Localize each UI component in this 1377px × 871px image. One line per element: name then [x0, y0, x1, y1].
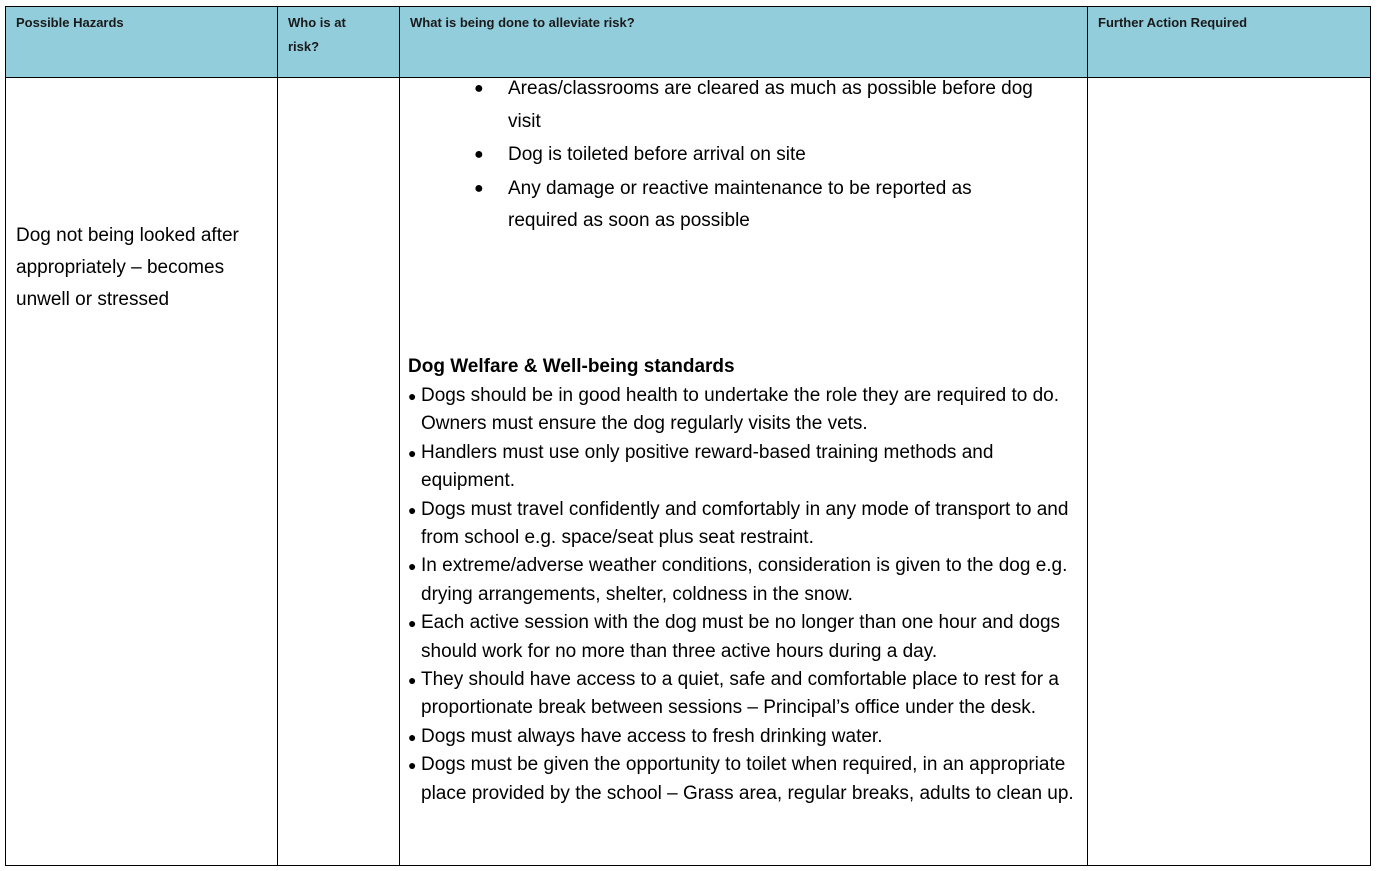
bullet-icon: ● — [408, 728, 417, 745]
welfare-item: ● They should have access to a quiet, safe and comfortable place to rest for a proportionate break between sessions – Principal’s office under the desk. — [408, 666, 1080, 723]
welfare-item: ● Dogs should be in good health to undertake the role they are required to do. Owners must ensure the dog regularly visits the vets. — [408, 382, 1080, 439]
measures-list — [474, 73, 1034, 239]
welfare-standards-list — [408, 382, 1080, 808]
table-header-row — [6, 7, 1370, 78]
welfare-item: ● Dogs must always have access to fresh drinking water. — [408, 723, 1080, 751]
hazard-cell: Dog not being looked after appropriately – becomes unwell or stressed — [16, 225, 239, 310]
welfare-item: ● In extreme/adverse weather conditions, consideration is given to the dog e.g. drying arrangements, shelter, coldness in the snow. — [408, 552, 1080, 609]
welfare-item: ● Dogs must travel confidently and comfortably in any mode of transport to and from school e.g. space/seat plus seat restraint. — [408, 496, 1080, 553]
header-alleviate-risk: What is being done to alleviate risk? — [410, 15, 635, 30]
header-further-action: Further Action Required — [1098, 15, 1248, 30]
bullet-icon: ● — [408, 615, 417, 632]
welfare-item: ● Handlers must use only positive reward-based training methods and equipment. — [408, 439, 1080, 496]
bullet-icon: ● — [408, 757, 417, 774]
measure-item: ● Any damage or reactive maintenance to be reported as required as soon as possible — [474, 173, 1034, 238]
bullet-icon: ● — [408, 558, 417, 575]
bullet-icon: ● — [474, 179, 484, 197]
bullet-icon: ● — [474, 146, 484, 163]
column-divider — [1087, 7, 1088, 865]
welfare-standards-heading: Dog Welfare & Well-being standards — [408, 356, 735, 377]
header-who-at-risk: Who is at risk? — [288, 15, 346, 54]
bullet-icon: ● — [408, 388, 417, 404]
column-divider — [277, 7, 278, 865]
bullet-icon: ● — [408, 672, 417, 689]
bullet-icon: ● — [474, 80, 484, 97]
header-possible-hazards: Possible Hazards — [16, 15, 124, 30]
measure-item: ● Areas/classrooms are cleared as much as possible before dog visit — [474, 73, 1034, 138]
column-divider — [399, 7, 400, 865]
measure-item: ● Dog is toileted before arrival on site — [474, 139, 1034, 172]
welfare-item: ● Each active session with the dog must be no longer than one hour and dogs should work for no more than three active hours during a day. — [408, 609, 1080, 666]
welfare-item: ● Dogs must be given the opportunity to toilet when required, in an appropriate place provided by the school – Grass area, regular breaks, adults to clean up. — [408, 751, 1080, 808]
bullet-icon: ● — [408, 444, 417, 461]
bullet-icon: ● — [408, 501, 417, 518]
